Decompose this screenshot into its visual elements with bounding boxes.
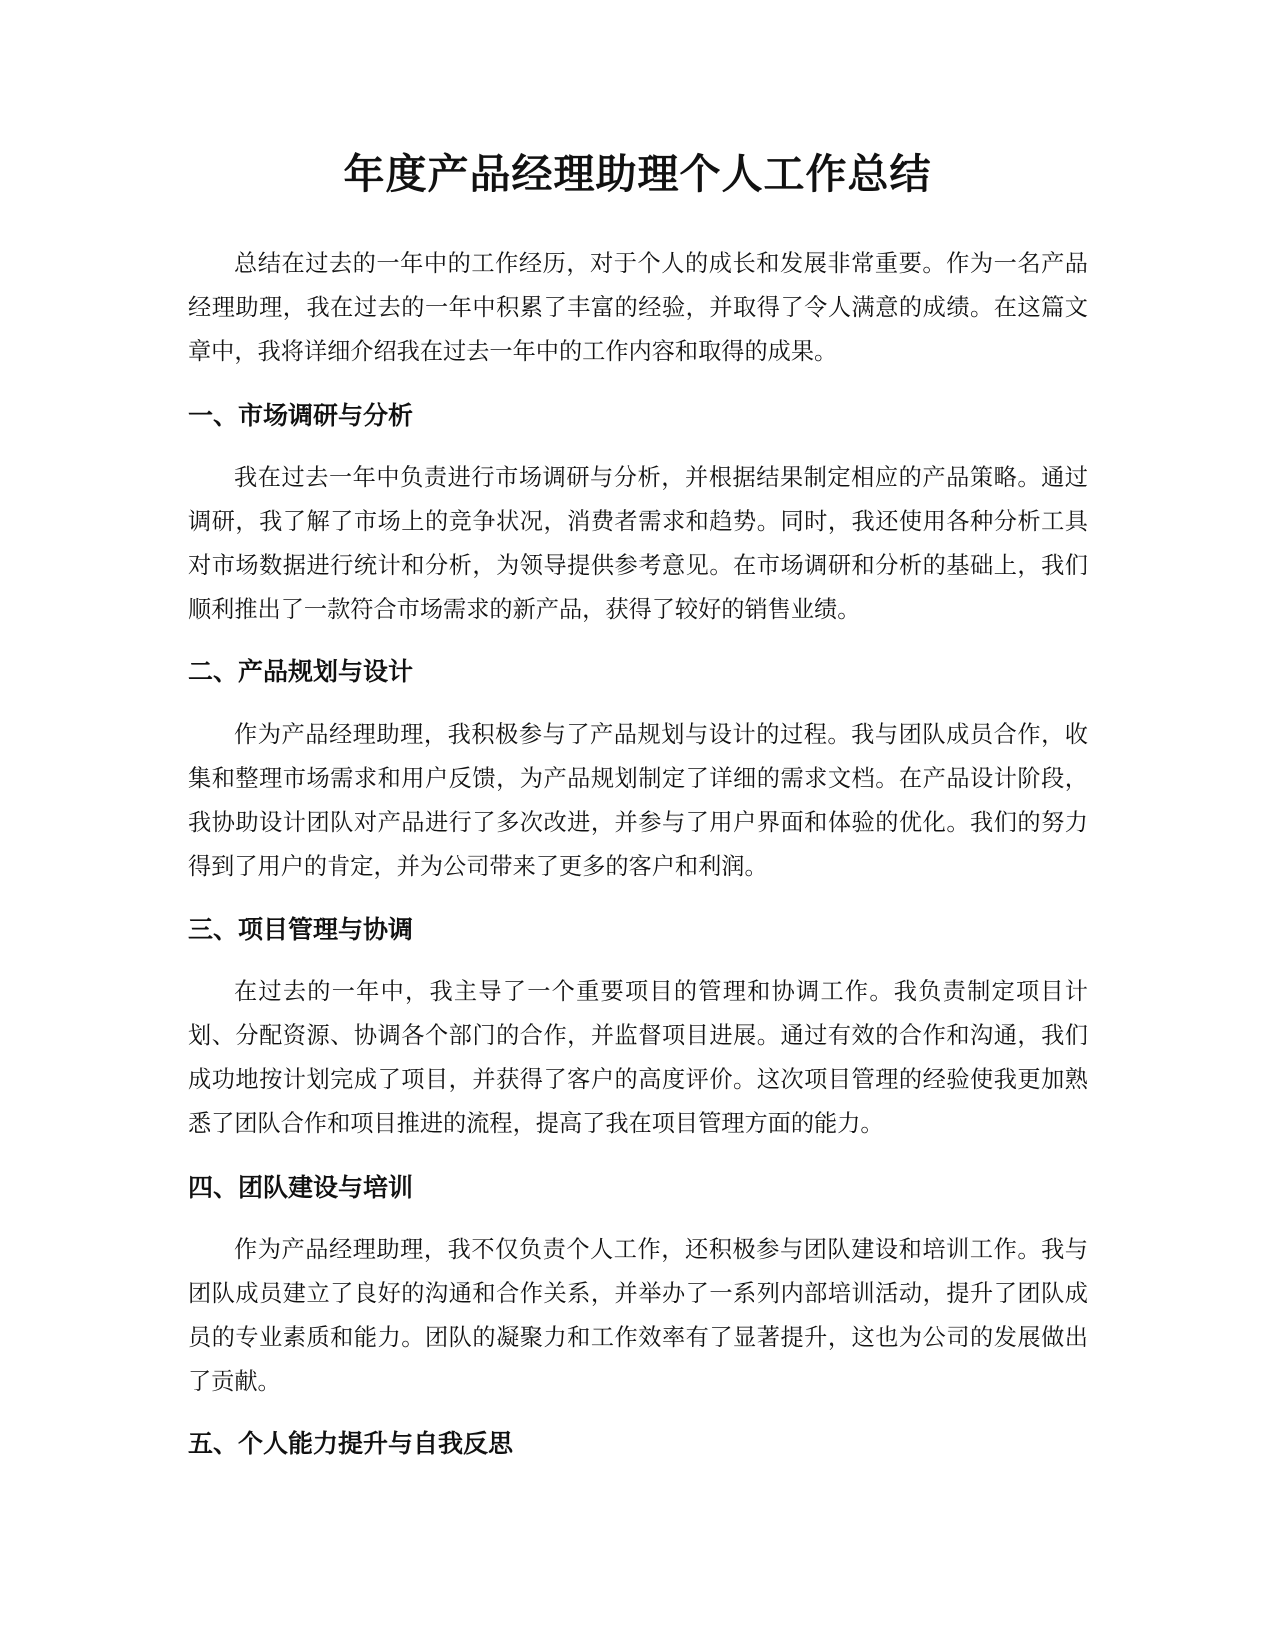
section-heading-market-research: 一、市场调研与分析 [188,401,414,430]
section-heading-team-building: 四、团队建设与培训 [188,1173,414,1202]
section-heading-product-planning: 二、产品规划与设计 [188,657,414,686]
intro-paragraph: 总结在过去的一年中的工作经历，对于个人的成长和发展非常重要。作为一名产品经理助理，我在过去的一年中积累了丰富的经验，并取得了令人满意的成绩。在这篇文章中，我将详细介绍我在过去一年中的工作内容和取得的成果。 [188,250,1088,365]
section-heading-project-management: 三、项目管理与协调 [188,915,414,944]
section-paragraph-product-planning: 作为产品经理助理，我积极参与了产品规划与设计的过程。我与团队成员合作，收集和整理市场需求和用户反馈，为产品规划制定了详细的需求文档。在产品设计阶段，我协助设计团队对产品进行了多次改进，并参与了用户界面和体验的优化。我们的努力得到了用户的肯定，并为公司带来了更多的客户和利润。 [188,721,1088,880]
section-paragraph-market-research: 我在过去一年中负责进行市场调研与分析，并根据结果制定相应的产品策略。通过调研，我了解了市场上的竞争状况，消费者需求和趋势。同时，我还使用各种分析工具对市场数据进行统计和分析，为领导提供参考意见。在市场调研和分析的基础上，我们顺利推出了一款符合市场需求的新产品，获得了较好的销售业绩。 [188,464,1088,623]
document-title: 年度产品经理助理个人工作总结 [343,150,932,198]
section-paragraph-team-building: 作为产品经理助理，我不仅负责个人工作，还积极参与团队建设和培训工作。我与团队成员建立了良好的沟通和合作关系，并举办了一系列内部培训活动，提升了团队成员的专业素质和能力。团队的凝聚力和工作效率有了显著提升，这也为公司的发展做出了贡献。 [188,1236,1088,1395]
section-paragraph-project-management: 在过去的一年中，我主导了一个重要项目的管理和协调工作。我负责制定项目计划、分配资源、协调各个部门的合作，并监督项目进展。通过有效的合作和沟通，我们成功地按计划完成了项目，并获得了客户的高度评价。这次项目管理的经验使我更加熟悉了团队合作和项目推进的流程，提高了我在项目管理方面的能力。 [188,978,1088,1137]
section-heading-self-improvement: 五、个人能力提升与自我反思 [188,1429,514,1458]
